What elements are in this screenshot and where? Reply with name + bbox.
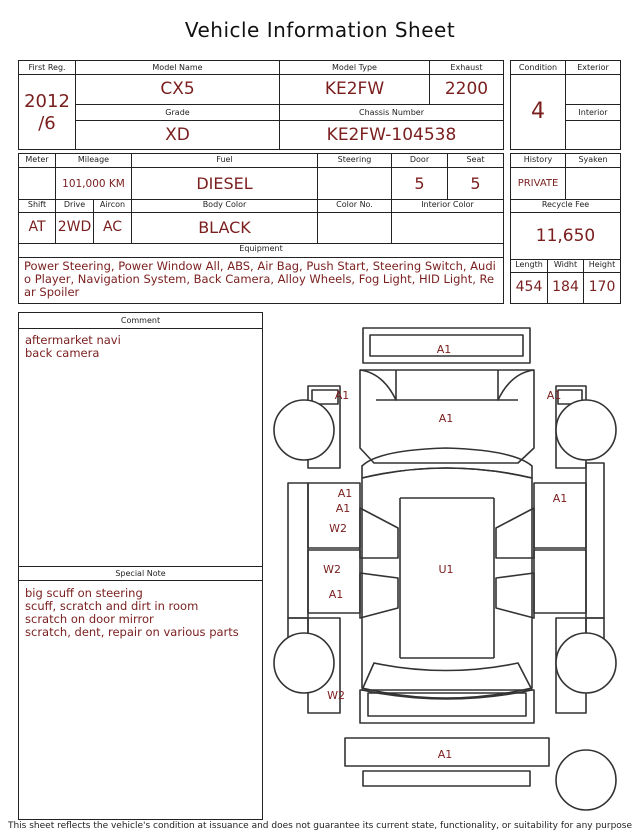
mileage-label: Mileage bbox=[77, 155, 110, 164]
comment-panel bbox=[18, 312, 263, 820]
spare-wheel bbox=[556, 750, 616, 810]
seat-label: Seat bbox=[466, 155, 485, 164]
body-color-value: BLACK bbox=[198, 218, 251, 237]
condition-cell bbox=[511, 61, 566, 149]
vehicle-damage-diagram bbox=[268, 318, 624, 818]
interior-color-label: Interior Color bbox=[421, 200, 474, 209]
special-note-line: big scuff on steering bbox=[25, 586, 143, 600]
damage-mark: A1 bbox=[337, 487, 353, 500]
special-note-line: scuff, scratch and dirt in room bbox=[25, 599, 199, 613]
front-left-wheel bbox=[274, 400, 334, 460]
exterior-label: Exterior bbox=[577, 63, 609, 72]
exhaust-cell bbox=[430, 61, 503, 105]
damage-mark: A1 bbox=[552, 492, 568, 505]
drive-value: 2WD bbox=[57, 219, 92, 235]
exhaust-label: Exhaust bbox=[450, 63, 483, 72]
damage-mark: W2 bbox=[329, 522, 347, 535]
width-cell bbox=[548, 259, 584, 303]
aircon-value: AC bbox=[102, 219, 123, 235]
damage-mark: U1 bbox=[438, 563, 454, 576]
fuel-value: DIESEL bbox=[196, 174, 253, 193]
history-table bbox=[510, 153, 621, 304]
damage-mark: A1 bbox=[436, 343, 452, 356]
aircon-label: Aircon bbox=[99, 200, 126, 209]
first-reg-year: 2012 bbox=[24, 91, 70, 112]
damage-mark: A1 bbox=[438, 412, 454, 425]
syaken-cell bbox=[566, 154, 620, 199]
length-cell bbox=[511, 259, 548, 303]
model-name-cell bbox=[76, 61, 280, 105]
rear-left-wheel bbox=[274, 633, 334, 693]
recycle-fee-cell bbox=[511, 199, 620, 259]
history-label: History bbox=[523, 155, 553, 164]
fuel-cell bbox=[132, 154, 318, 199]
disclaimer-footer: This sheet reflects the vehicle's condition at issuance and does not guarantee its current state, functionality, or suitability for any purpose bbox=[7, 821, 633, 831]
mileage-value: 101,000 KM bbox=[62, 178, 125, 190]
grade-value: XD bbox=[165, 125, 190, 145]
body-color-label: Body Color bbox=[202, 200, 247, 209]
history-cell bbox=[511, 154, 566, 199]
recycle-fee-label: Recycle Fee bbox=[541, 200, 590, 209]
first-reg-cell bbox=[19, 61, 76, 149]
drive-cell bbox=[56, 199, 94, 243]
model-type-label: Model Type bbox=[332, 63, 377, 72]
interior-cell bbox=[566, 105, 620, 149]
condition-label: Condition bbox=[518, 63, 558, 72]
drive-label: Drive bbox=[63, 200, 86, 209]
color-no-label: Color No. bbox=[336, 200, 373, 209]
condition-value: 4 bbox=[531, 99, 545, 124]
special-note-line: scratch on door mirror bbox=[25, 612, 154, 626]
chassis-value: KE2FW-104538 bbox=[326, 125, 457, 145]
comment-line: back camera bbox=[25, 346, 100, 360]
grade-cell bbox=[76, 105, 280, 149]
shift-label: Shift bbox=[27, 200, 47, 209]
door-cell bbox=[392, 154, 448, 199]
right-rear-door bbox=[534, 550, 586, 613]
door-label: Door bbox=[409, 155, 430, 164]
model-type-value: KE2FW bbox=[324, 79, 385, 99]
length-label: Length bbox=[515, 260, 543, 269]
damage-mark: W2 bbox=[327, 689, 345, 702]
length-value: 454 bbox=[515, 279, 543, 295]
equipment-cell bbox=[19, 243, 503, 303]
meter-cell bbox=[19, 154, 56, 199]
height-cell bbox=[584, 259, 620, 303]
damage-mark: A1 bbox=[334, 389, 350, 402]
history-value: PRIVATE bbox=[517, 178, 559, 189]
comment-text bbox=[25, 334, 256, 360]
equipment-value: Power Steering, Power Window All, ABS, Air Bag, Push Start, Steering Switch, Audio Player, Navigation System, Back Camera, Alloy Wheels, Fog Light, HID Light, Rear Spoiler bbox=[24, 259, 496, 299]
rear-right-wheel bbox=[556, 633, 616, 693]
comment-line: aftermarket navi bbox=[25, 333, 121, 347]
chassis-label: Chassis Number bbox=[359, 108, 424, 117]
mileage-cell bbox=[56, 154, 132, 199]
meter-label: Meter bbox=[25, 155, 49, 164]
fuel-label: Fuel bbox=[216, 155, 233, 164]
special-note-line: scratch, dent, repair on various parts bbox=[25, 625, 239, 639]
shift-value: AT bbox=[28, 219, 46, 235]
special-note-label: Special Note bbox=[115, 569, 166, 578]
shift-cell bbox=[19, 199, 56, 243]
recycle-fee-value: 11,650 bbox=[535, 226, 596, 246]
syaken-label: Syaken bbox=[578, 155, 608, 164]
width-label: Widht bbox=[553, 260, 578, 269]
door-value: 5 bbox=[414, 174, 425, 193]
aircon-cell bbox=[94, 199, 132, 243]
model-name-label: Model Name bbox=[152, 63, 203, 72]
damage-mark: A1 bbox=[437, 748, 453, 761]
chassis-cell bbox=[280, 105, 503, 149]
width-value: 184 bbox=[552, 279, 579, 295]
seat-value: 5 bbox=[470, 174, 481, 193]
grade-label: Grade bbox=[165, 108, 190, 117]
interior-label: Interior bbox=[578, 108, 608, 117]
steering-cell bbox=[318, 154, 392, 199]
first-reg-month: /6 bbox=[38, 113, 56, 134]
roof-panel bbox=[362, 468, 532, 698]
main-info-table bbox=[18, 60, 504, 150]
interior-color-cell bbox=[392, 199, 503, 243]
model-type-cell bbox=[280, 61, 430, 105]
height-value: 170 bbox=[588, 279, 616, 295]
seat-cell bbox=[448, 154, 503, 199]
first-reg-label: First Reg. bbox=[28, 63, 66, 72]
model-name-value: CX5 bbox=[160, 79, 195, 99]
color-no-cell bbox=[318, 199, 392, 243]
height-label: Height bbox=[588, 260, 616, 269]
spec-table bbox=[18, 153, 504, 304]
damage-mark: A1 bbox=[546, 389, 562, 402]
steering-label: Steering bbox=[337, 155, 372, 164]
left-rear-door bbox=[308, 550, 360, 613]
condition-table bbox=[510, 60, 621, 150]
damage-mark: A1 bbox=[328, 588, 344, 601]
damage-mark: A1 bbox=[335, 502, 351, 515]
exhaust-value: 2200 bbox=[444, 79, 489, 99]
body-color-cell bbox=[132, 199, 318, 243]
exterior-cell bbox=[566, 61, 620, 105]
page-title: Vehicle Information Sheet bbox=[184, 18, 456, 42]
equipment-label: Equipment bbox=[239, 244, 283, 253]
special-note-text bbox=[25, 587, 256, 639]
comment-label: Comment bbox=[120, 316, 161, 325]
damage-mark: W2 bbox=[323, 563, 341, 576]
front-right-wheel bbox=[556, 400, 616, 460]
